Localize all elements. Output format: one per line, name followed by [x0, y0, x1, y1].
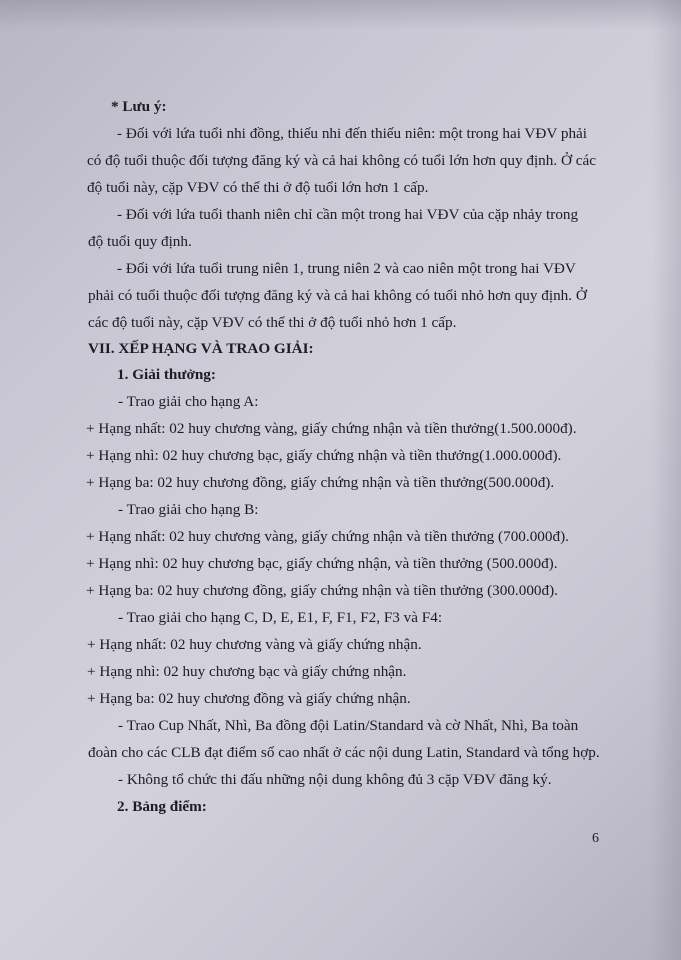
note-paragraph-line: phải có tuổi thuộc đối tượng đăng ký và cả hai không có tuổi nhỏ hơn quy định. Ở	[88, 287, 587, 304]
award-class-line: - Trao giải cho hạng A:	[118, 393, 259, 410]
award-line: + Hạng ba: 02 huy chương đồng, giấy chứng nhận và tiền thưởng (300.000đ).	[86, 582, 558, 599]
note-paragraph-line: các độ tuổi này, cặp VĐV có thể thi ở độ tuổi nhỏ hơn 1 cấp.	[88, 314, 457, 331]
award-line: + Hạng nhì: 02 huy chương bạc, giấy chứng nhận và tiền thưởng(1.000.000đ).	[86, 447, 562, 464]
note-paragraph-line: có độ tuổi thuộc đối tượng đăng ký và cả hai không có tuổi lớn hơn quy định. Ở các	[87, 152, 596, 169]
award-line: + Hạng nhất: 02 huy chương vàng, giấy chứng nhận và tiền thưởng(1.500.000đ).	[86, 420, 577, 437]
note-paragraph-line: độ tuổi quy định.	[88, 233, 192, 250]
team-award-line: - Trao Cup Nhất, Nhì, Ba đồng đội Latin/Standard và cờ Nhất, Nhì, Ba toàn	[118, 717, 579, 734]
award-class-line: - Trao giải cho hạng C, D, E, E1, F, F1, F2, F3 và F4:	[118, 609, 443, 626]
team-award-line: đoàn cho các CLB đạt điểm số cao nhất ở các nội dung Latin, Standard và tổng hợp.	[88, 744, 600, 761]
rule-line: - Không tổ chức thi đấu những nội dung không đủ 3 cặp VĐV đăng ký.	[118, 771, 552, 788]
award-line: + Hạng nhất: 02 huy chương vàng và giấy chứng nhận.	[87, 636, 422, 653]
section-heading: VII. XẾP HẠNG VÀ TRAO GIẢI:	[88, 340, 314, 357]
page-number: 6	[592, 831, 599, 846]
note-paragraph-line: độ tuổi này, cặp VĐV có thể thi ở độ tuổi lớn hơn 1 cấp.	[87, 179, 429, 196]
subsection-heading: 1. Giải thưởng:	[117, 366, 216, 383]
subsection-heading: 2. Bảng điểm:	[117, 798, 207, 815]
note-paragraph-line: - Đối với lứa tuổi thanh niên chỉ cần một trong hai VĐV của cặp nhảy trong	[117, 206, 579, 223]
award-line: + Hạng ba: 02 huy chương đồng, giấy chứng nhận và tiền thưởng(500.000đ).	[86, 474, 555, 491]
note-heading: * Lưu ý:	[111, 98, 167, 115]
award-line: + Hạng nhì: 02 huy chương bạc, giấy chứng nhận, và tiền thưởng (500.000đ).	[86, 555, 558, 572]
award-line: + Hạng nhì: 02 huy chương bạc và giấy chứng nhận.	[87, 663, 407, 680]
award-line: + Hạng ba: 02 huy chương đồng và giấy chứng nhận.	[87, 690, 411, 707]
note-paragraph-line: - Đối với lứa tuổi nhi đồng, thiếu nhi đến thiếu niên: một trong hai VĐV phải	[117, 125, 588, 142]
award-line: + Hạng nhất: 02 huy chương vàng, giấy chứng nhận và tiền thưởng (700.000đ).	[86, 528, 569, 545]
award-class-line: - Trao giải cho hạng B:	[118, 501, 259, 518]
note-paragraph-line: - Đối với lứa tuổi trung niên 1, trung niên 2 và cao niên một trong hai VĐV	[117, 260, 576, 277]
